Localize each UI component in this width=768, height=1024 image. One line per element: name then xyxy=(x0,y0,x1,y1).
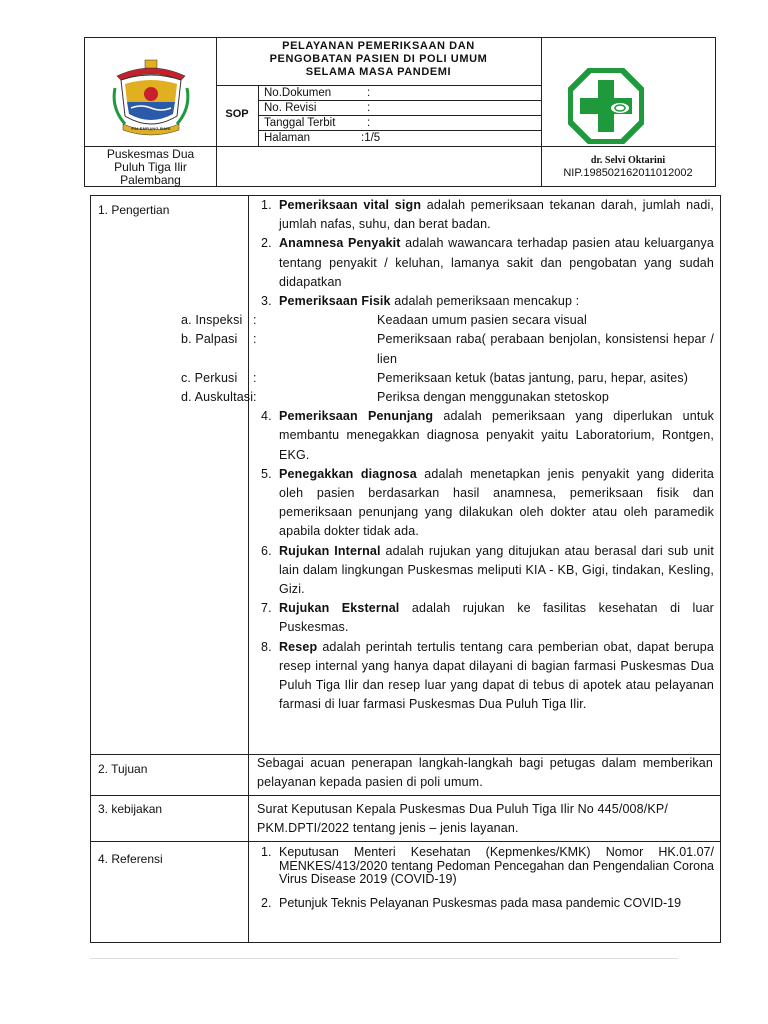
sub-item-sep: : xyxy=(253,332,257,347)
list-item xyxy=(253,407,714,465)
list-item xyxy=(253,894,714,913)
list-item xyxy=(253,638,714,715)
kebijakan-text: Surat Keputusan Kepala Puskesmas Dua Puluh Tiga Ilir No 445/008/KP/ PKM.DPTI/2022 tentang jenis – jenis layanan. xyxy=(257,802,668,836)
list-item xyxy=(253,196,714,234)
item-number: 1. xyxy=(261,845,272,859)
item-number: 2. xyxy=(261,236,272,251)
doc-field-value: : xyxy=(367,102,371,114)
item-text: adalah pemeriksaan tekanan darah, jumlah nadi, jumlah nafas, suhu, dan berat badan. xyxy=(279,198,714,232)
organization-name xyxy=(85,148,216,187)
item-number: 1. xyxy=(261,198,272,212)
item-text: adalah wawancara terhadap pasien atau keluarganya tentang penyakit / keluhan, lamanya sakit dan pengobatan yang sudah didapatkan xyxy=(279,236,714,289)
sub-item-label: a. Inspeksi xyxy=(181,313,243,328)
item-term: Penegakkan diagnosa xyxy=(279,466,417,481)
section-label-kebijakan: 3. kebijakan xyxy=(98,802,163,816)
item-term: Rujukan Internal xyxy=(279,543,381,558)
divider xyxy=(91,795,720,796)
item-text: Keputusan Menteri Kesehatan (Kepmenkes/KMK) Nomor HK.01.07/ MENKES/413/2020 tentang Pedoman Pencegahan dan Pengendalian Corona Virus Disease 2019 (COVID-19) xyxy=(279,845,714,886)
item-text: Petunjuk Teknis Pelayanan Puskesmas pada masa pandemic COVID-19 xyxy=(279,895,682,910)
item-text: adalah rujukan ke fasilitas kesehatan di luar Puskesmas. xyxy=(279,601,714,635)
sub-item xyxy=(181,369,714,388)
document-title xyxy=(216,40,541,79)
sub-item xyxy=(181,311,714,330)
org-line: Palembang xyxy=(120,173,181,187)
item-term: Pemeriksaan Fisik xyxy=(279,294,391,309)
divider xyxy=(248,196,249,942)
logo-banner-text: PALEMBANG BARI xyxy=(131,126,171,131)
list-item xyxy=(253,234,714,292)
signatory xyxy=(541,154,715,180)
doc-field-label: No. Revisi xyxy=(264,102,317,114)
list-item xyxy=(253,292,714,311)
signatory-name: dr. Selvi Oktarini xyxy=(590,155,666,166)
list-item xyxy=(253,599,714,637)
list-item xyxy=(253,465,714,542)
item-text: adalah menetapkan jenis penyakit yang diderita oleh pasien berdasarkan hasil anamnesa, pemeriksaan fisik dan pemeriksaan penunjang yang dilakukan oleh dokter atau oleh paramedik apabila dokter tidak ada. xyxy=(279,466,714,539)
item-number: 6. xyxy=(261,543,272,558)
sub-item-label: c. Perkusi xyxy=(181,370,238,385)
doc-field-label: Tanggal Terbit xyxy=(264,117,336,129)
item-number: 7. xyxy=(261,601,272,616)
item-text: adalah pemeriksaan mencakup : xyxy=(390,294,580,309)
doc-field-value: : xyxy=(367,117,371,129)
title-line: PELAYANAN PEMERIKSAAN DAN xyxy=(282,40,475,52)
page-bottom-rule xyxy=(90,958,678,959)
sub-item-text: Periksa dengan menggunakan stetoskop xyxy=(377,390,609,405)
sub-item-text: Pemeriksaan ketuk (batas jantung, paru, hepar, asites) xyxy=(377,370,689,385)
city-crest-logo xyxy=(111,58,191,140)
item-number: 2. xyxy=(261,895,272,910)
document-header xyxy=(84,37,716,187)
doc-field-row xyxy=(259,86,541,101)
document-info xyxy=(259,85,541,146)
doc-field-label: Halaman xyxy=(264,132,311,144)
pengertian-content xyxy=(181,196,714,714)
sub-item-sep: : xyxy=(253,390,257,405)
doc-field-value: :1/5 xyxy=(361,132,381,144)
item-term: Resep xyxy=(279,639,318,654)
item-text: adalah perintah tertulis tentang cara pemberian obat, dapat berupa resep internal yang hanya dapat dilayani di bagian farmasi Puskesmas Dua Puluh Tiga Ilir dan resep luar yang dapat di tebus di apotek atau pelayanan farmasi di luar farmasi Puskesmas Dua Puluh Tiga Ilir. xyxy=(279,639,714,712)
doc-field-row xyxy=(259,116,541,131)
tujuan-text: Sebagai acuan penerapan langkah-langkah bagi petugas dalam memberikan pelayanan kepada pasien di poli umum. xyxy=(257,756,713,790)
divider xyxy=(91,841,720,842)
item-term: Pemeriksaan vital sign xyxy=(279,198,422,212)
sub-item-text: Pemeriksaan raba( perabaan benjolan, konsistensi hepar / lien xyxy=(377,332,714,366)
sub-item-label: b. Palpasi xyxy=(181,332,238,347)
sub-item xyxy=(181,388,714,407)
item-number: 3. xyxy=(261,294,272,309)
list-item xyxy=(253,846,714,887)
sop-content-table xyxy=(90,195,721,943)
sub-item-sep: : xyxy=(253,313,257,328)
sop-label: SOP xyxy=(225,108,249,120)
item-number: 5. xyxy=(261,466,272,481)
item-term: Pemeriksaan Penunjang xyxy=(279,409,434,424)
org-line: Puskesmas Dua xyxy=(106,147,195,161)
doc-field-row xyxy=(259,131,541,145)
sub-item-text: Keadaan umum pasien secara visual xyxy=(377,313,587,328)
section-label-referensi: 4. Referensi xyxy=(98,852,163,866)
referensi-content xyxy=(253,846,714,913)
sub-item xyxy=(181,330,714,368)
item-number: 8. xyxy=(261,639,272,654)
doc-field-value: : xyxy=(367,87,371,99)
puskesmas-logo xyxy=(568,68,644,144)
item-number: 4. xyxy=(261,409,272,424)
sub-item-sep: : xyxy=(253,370,257,385)
item-term: Anamnesa Penyakit xyxy=(279,236,401,251)
title-line: SELAMA MASA PANDEMI xyxy=(305,66,452,78)
title-line: PENGOBATAN PASIEN DI POLI UMUM xyxy=(269,53,488,65)
item-text: adalah pemeriksaan yang diperlukan untuk membantu menegakkan diagnosa penyakit yaitu Laboratorium, Rontgen, EKG. xyxy=(279,409,714,462)
org-line: Puluh Tiga Ilir xyxy=(114,160,187,174)
doc-field-label: No.Dokumen xyxy=(264,87,332,99)
section-label-tujuan: 2. Tujuan xyxy=(98,762,148,776)
section-label-pengertian: 1. Pengertian xyxy=(98,203,170,217)
item-text: adalah rujukan yang ditujukan atau berasal dari sub unit lain dalam lingkungan Puskesmas meliputi KIA - KB, Gigi, tindakan, Kesling, Gizi. xyxy=(279,543,714,597)
list-item xyxy=(253,542,714,600)
signatory-nip: NIP.198502162011012002 xyxy=(563,167,693,179)
item-term: Rujukan Eksternal xyxy=(279,601,400,616)
doc-field-row xyxy=(259,101,541,116)
sub-item-label: d. Auskultasi xyxy=(181,390,254,405)
